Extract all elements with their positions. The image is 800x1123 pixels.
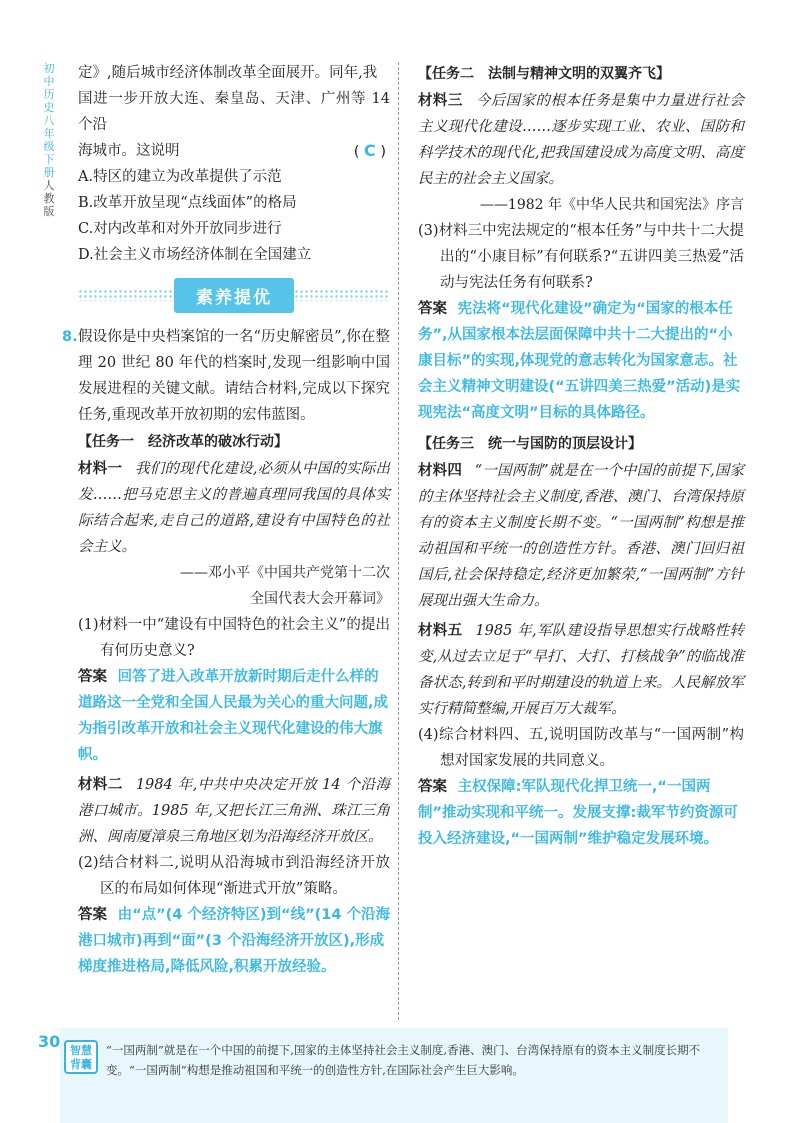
- footer-note: “一国两制”就是在一个中国的前提下,国家的主体坚持社会主义制度,香港、澳门、台湾保持原有的资本主义制度长期不变。“一国两制”构想是推动祖国和平统一的创造性方针,在国际社会产生巨大影响。: [106, 1043, 701, 1077]
- answer-2: [78, 902, 390, 980]
- q7-line-3: [78, 138, 390, 164]
- q7-line-3-text: 海城市。这说明: [78, 143, 180, 159]
- material-4: [418, 458, 744, 614]
- answer-1: [78, 664, 390, 768]
- answer-2-label: 答案: [78, 907, 107, 923]
- answer-4-label: 答案: [418, 779, 447, 795]
- side-grade-2: 年: [43, 127, 55, 140]
- side-subject-2: 中: [43, 75, 55, 88]
- answer-2-text: 由“点”(4 个经济特区)到“线”(14 个沿海港口城市)再到“面”(3 个沿海经济开放区),形成梯度推进格局,降低风险,积累开放经验。: [78, 907, 390, 975]
- sub-question-3: (3)材料三中宪法规定的“根本任务”与中共十二大提出的“小康目标”有何联系?“五讲四美三热爱”活动与宪法任务有何联系?: [418, 223, 744, 291]
- q7-bracket-close: ): [380, 144, 386, 160]
- material-5-text: 1985 年,军队建设指导思想实行战略性转变,从过去立足于“早打、大打、打核战争”的临战准备状态,转到和平时期建设的轨道上来。人民解放军实行精简整编,开展百万大裁军。: [418, 623, 745, 717]
- answer-4: [418, 774, 744, 852]
- material-2-text: 1984 年,中共中央决定开放 14 个沿海港口城市。1985 年,又把长江三角洲、珠江三角洲、闽南厦漳泉三角地区划为沿海经济开放区。: [78, 777, 391, 845]
- material-3-cite: ——1982 年《中华人民共和国宪法》序言: [479, 197, 744, 213]
- material-1: [78, 456, 390, 560]
- side-edition-3: 版: [43, 205, 55, 218]
- sub-question-4: (4)综合材料四、五,说明国防改革与“一国两制”构想对国家发展的共同意义。: [418, 727, 744, 769]
- material-4-text: “一国两制”就是在一个中国的前提下,国家的主体坚持社会主义制度,香港、澳门、台湾保持原有的资本主义制度长期不变。“一国两制”构想是推动祖国和平统一的创造性方针。香港、澳门回归祖国后,社会保持稳定,经济更加繁荣,“一国两制”方针展现出强大生命力。: [418, 463, 744, 609]
- answer-3: [418, 296, 744, 426]
- q7-bracket-open: (: [353, 144, 360, 160]
- q7-option-c: C.对内改革和对外开放同步进行: [78, 221, 282, 237]
- material-3: [418, 88, 744, 192]
- side-volume-2: 册: [43, 166, 55, 179]
- material-1-cite-2: 全国代表大会开幕词》: [250, 591, 390, 607]
- q8-number: 8.: [62, 329, 78, 345]
- task-2-heading: 【任务二 法制与精神文明的双翼齐飞】: [418, 66, 670, 82]
- sub-question-2: (2)结合材料二,说明从沿海城市到沿海经济开放区的布局如何体现“渐进式开放”策略。: [78, 855, 390, 897]
- page-number: 30: [38, 1032, 61, 1051]
- side-subject-4: 史: [43, 101, 55, 114]
- question-8-intro: [62, 324, 390, 428]
- material-5: [418, 618, 744, 722]
- side-edition-2: 教: [43, 192, 55, 205]
- q7-option-d: D.社会主义市场经济体制在全国建立: [78, 247, 312, 263]
- side-subject-1: 初: [43, 62, 55, 75]
- side-edition-1: 人: [43, 179, 55, 192]
- q8-intro-text: 假设你是中央档案馆的一名“历史解密员”,你在整理 20 世纪 80 年代的档案时,发现一组影响中国发展进程的关键文献。请结合材料,完成以下探究任务,重现改革开放初期的宏伟蓝图。: [78, 329, 390, 423]
- answer-3-text: 宪法将“现代化建设”确定为“国家的根本任务”,从国家根本法层面保障中共十二大提出的“小康目标”的实现,体现党的意志转化为国家意志。社会主义精神文明建设(“五讲四美三热爱”活动)是实现宪法“高度文明”目标的具体路径。: [418, 301, 741, 421]
- material-3-label: 材料三: [418, 93, 463, 109]
- material-5-label: 材料五: [418, 623, 463, 639]
- q7-line-2: 国进一步开放大连、秦皇岛、天津、广州等 14 个沿: [78, 91, 390, 133]
- material-2: [78, 772, 390, 850]
- answer-4-text: 主权保障:军队现代化捍卫统一,“一国两制”推动实现和平统一。发展支撑:裁军节约资源可投入经济建设,“一国两制”维护稳定发展环境。: [418, 779, 738, 847]
- q7-answer: C: [363, 141, 376, 160]
- side-subject-3: 历: [43, 88, 55, 101]
- sub-question-1: (1)材料一中“建设有中国特色的社会主义”的提出有何历史意义?: [78, 617, 390, 659]
- banner-dots-right: [294, 289, 390, 301]
- answer-1-text: 回答了进入改革开放新时期后走什么样的道路这一全党和全国人民最为关心的重大问题,成为指引改革开放和社会主义现代化建设的伟大旗帜。: [78, 669, 389, 763]
- material-4-label: 材料四: [418, 463, 463, 479]
- left-column: [62, 60, 391, 980]
- side-grade-1: 八: [43, 114, 55, 127]
- material-3-text: 今后国家的根本任务是集中力量进行社会主义现代化建设……逐步实现工业、农业、国防和科学技术的现代化,把我国建设成为高度文明、高度民主的社会主义国家。: [418, 93, 745, 187]
- q7-option-a: A.特区的建立为改革提供了示范: [78, 169, 282, 185]
- right-column: [418, 60, 744, 852]
- side-volume-1: 下: [43, 153, 55, 166]
- q7-answer-bracket: [354, 138, 386, 165]
- banner-dots-left: [78, 289, 174, 301]
- banner-title: 素养提优: [174, 278, 294, 313]
- material-1-text: 我们的现代化建设,必须从中国的实际出发……把马克思主义的普遍真理同我国的具体实际结合起来,走自己的道路,建设有中国特色的社会主义。: [78, 461, 391, 555]
- question-7-stem: [78, 60, 390, 164]
- q7-line-1: 定》,随后城市经济体制改革全面展开。同年,我: [78, 65, 378, 81]
- task-1-heading: 【任务一 经济改革的破冰行动】: [78, 434, 288, 450]
- side-grade-3: 级: [43, 140, 55, 153]
- material-1-label: 材料一: [78, 461, 123, 477]
- material-1-cite-1: ——邓小平《中国共产党第十二次: [180, 565, 390, 581]
- answer-3-label: 答案: [418, 301, 447, 317]
- side-tab: [38, 62, 60, 218]
- section-banner: [78, 278, 390, 312]
- task-3-heading: 【任务三 统一与国防的顶层设计】: [418, 436, 642, 452]
- q7-option-b: B.改革开放呈现“点线面体”的格局: [78, 195, 297, 211]
- column-divider: [398, 62, 399, 1020]
- footer-tag: 智慧背囊: [64, 1040, 98, 1074]
- material-2-label: 材料二: [78, 777, 123, 793]
- answer-1-label: 答案: [78, 669, 107, 685]
